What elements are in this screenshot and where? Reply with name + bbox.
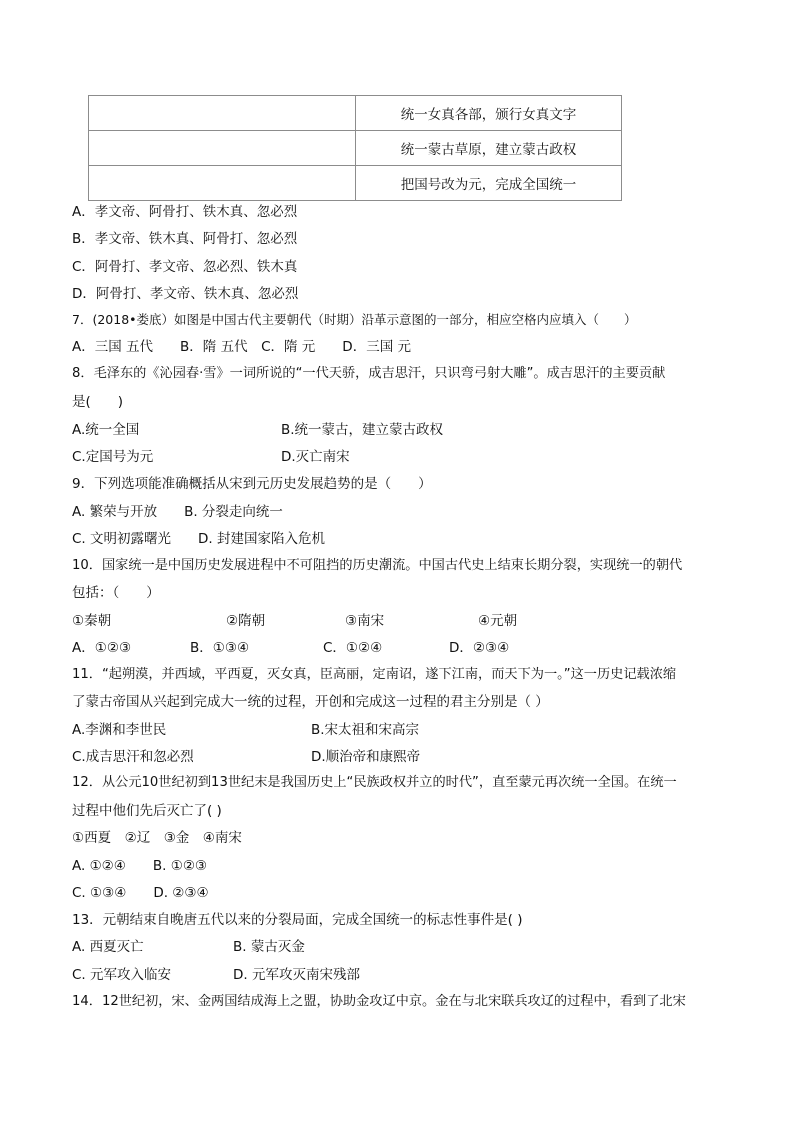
q6-option-c: C．阿骨打、孝文帝、忽必烈、铁木真 <box>72 259 298 275</box>
q6-option-a: A．孝文帝、阿骨打、铁木真、忽必烈 <box>72 204 298 220</box>
q14-stem-line1: 14．12世纪初，宋、金两国结成海上之盟，协助金攻辽中京。金在与北宋联兵攻辽的过程中，看到了北宋 <box>72 994 686 1009</box>
q6-option-b: B．孝文帝、铁木真、阿骨打、忽必烈 <box>72 231 298 247</box>
q10-item-3: ③南宋 <box>345 613 385 629</box>
q8-option-c: C.定国号为元 <box>72 449 154 465</box>
q8-option-a: A.统一全国 <box>72 422 140 438</box>
q6-option-d: D．阿骨打、孝文帝、铁木真、忽必烈 <box>72 286 299 302</box>
q12-items: ①西夏 ②辽 ③金 ④南宋 <box>72 830 242 846</box>
q12-options-cd: C. ①③④ D. ②③④ <box>72 885 209 901</box>
blank-cell <box>89 166 356 201</box>
q11-stem-line1: 11．“起朔漠，并西域，平西夏，灭女真，臣高丽，定南诏，遂下江南，而天下为一。”这一历史记载浓缩 <box>72 667 677 682</box>
q10-option-a: A．①②③ <box>72 640 132 656</box>
q7-stem: 7．(2018•娄底）如图是中国古代主要朝代（时期）沿革示意图的一部分，相应空格内应填入（ ） <box>72 312 637 327</box>
table-row <box>89 96 622 131</box>
q8-stem-line2: 是( ) <box>72 394 124 410</box>
q13-option-b: B. 蒙古灭金 <box>233 939 305 955</box>
table-cell: 统一女真各部，颁行女真文字 <box>356 96 622 131</box>
blank-cell <box>89 96 356 131</box>
table-row <box>89 166 622 201</box>
q10-option-d: D．②③④ <box>449 640 510 656</box>
q10-item-1: ①秦朝 <box>72 613 112 629</box>
q11-stem-line2: 了蒙古帝国从兴起到完成大一统的过程，开创和完成这一过程的君主分别是（ ） <box>72 694 549 710</box>
q11-option-b: B.宋太祖和宋高宗 <box>311 722 420 738</box>
q13-option-a: A. 西夏灭亡 <box>72 939 144 955</box>
q9-options-ab: A. 繁荣与开放 B. 分裂走向统一 <box>72 504 283 520</box>
q13-stem: 13．元朝结束自晚唐五代以来的分裂局面，完成全国统一的标志性事件是( ) <box>72 912 523 928</box>
table-cell: 把国号改为元，完成全国统一 <box>356 166 622 201</box>
q10-item-2: ②隋朝 <box>226 613 266 629</box>
q11-option-c: C.成吉思汗和忽必烈 <box>72 749 194 765</box>
q10-option-c: C．①②④ <box>323 640 383 656</box>
q12-stem-line2: 过程中他们先后灭亡了( ) <box>72 803 222 819</box>
q13-option-c: C. 元军攻入临安 <box>72 967 172 983</box>
reform-table <box>88 95 622 201</box>
q10-item-4: ④元朝 <box>478 613 518 629</box>
q7-options: A．三国 五代 B．隋 五代 C．隋 元 D．三国 元 <box>72 339 411 355</box>
q11-option-d: D.顺治帝和康熙帝 <box>311 749 421 765</box>
q8-stem-line1: 8．毛泽东的《沁园春·雪》一词所说的“一代天骄，成吉思汗，只识弯弓射大雕”。成吉思汗的主要贡献 <box>72 366 666 381</box>
q9-options-cd: C. 文明初露曙光 D. 封建国家陷入危机 <box>72 531 325 547</box>
q13-option-d: D. 元军攻灭南宋残部 <box>233 967 360 983</box>
q9-stem: 9．下列选项能准确概括从宋到元历史发展趋势的是（ ） <box>72 476 432 492</box>
blank-cell <box>89 131 356 166</box>
q12-options-ab: A. ①②④ B. ①②③ <box>72 858 208 874</box>
q11-option-a: A.李渊和李世民 <box>72 722 167 738</box>
q12-stem-line1: 12．从公元10世纪初到13世纪末是我国历史上“民族政权并立的时代”，直至蒙元再次统一全国。在统一 <box>72 775 677 790</box>
q10-stem-line2: 包括：（ ） <box>72 585 160 601</box>
q10-stem-line1: 10．国家统一是中国历史发展进程中不可阻挡的历史潮流。中国古代史上结束长期分裂，实现统一的朝代 <box>72 558 683 573</box>
table-row <box>89 131 622 166</box>
q8-option-d: D.灭亡南宋 <box>281 449 350 465</box>
q10-option-b: B．①③④ <box>190 640 250 656</box>
table-cell: 统一蒙古草原，建立蒙古政权 <box>356 131 622 166</box>
q8-option-b: B.统一蒙古，建立蒙古政权 <box>281 422 444 438</box>
